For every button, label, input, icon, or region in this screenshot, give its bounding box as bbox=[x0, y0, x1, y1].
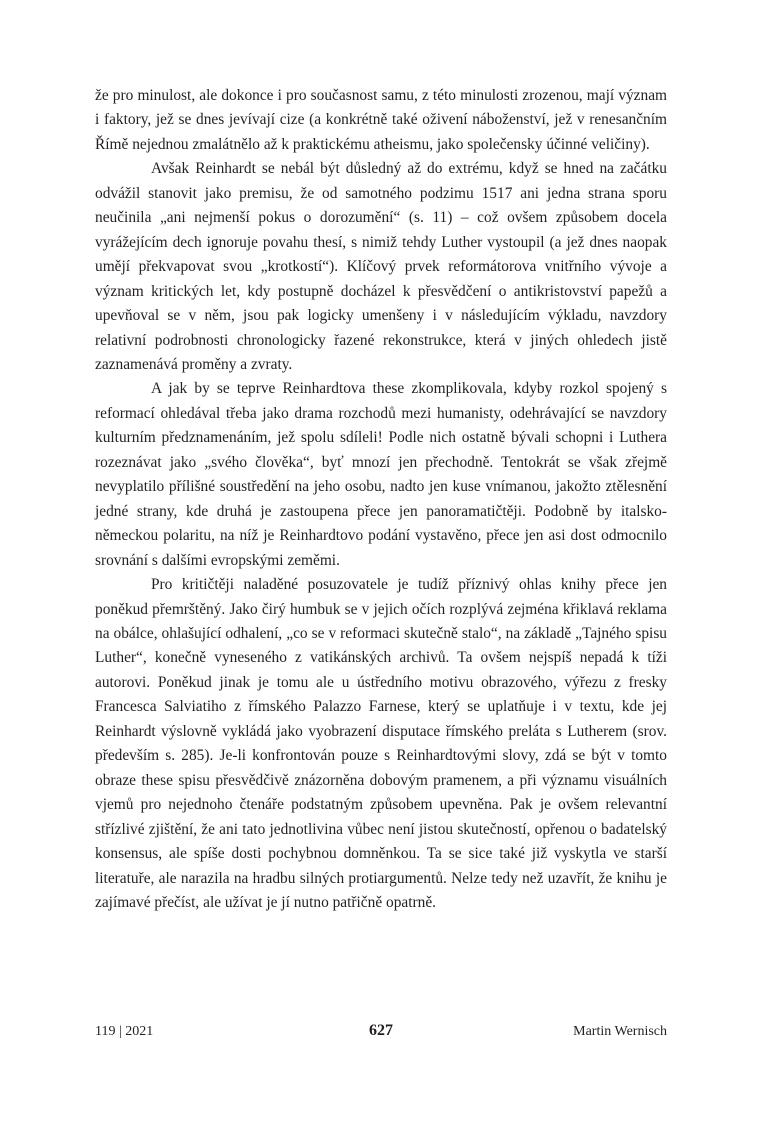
page-footer bbox=[95, 1024, 667, 1048]
page-number: 627 bbox=[369, 1022, 393, 1039]
review-body-text bbox=[95, 84, 667, 915]
paragraph-continuation: že pro minulost, ale dokonce i pro současnost samu, z této minulosti zrozenou, mají význam i faktory, jež se dnes jevívají cize (a konkrétně také oživení náboženství, jež v renesančním Římě nejednou zmalátnělo až k praktickému atheismu, jako společensky účinné veličiny). bbox=[95, 87, 667, 153]
issue-number: 119 | 2021 bbox=[95, 1024, 154, 1039]
author-name: Martin Wernisch bbox=[573, 1024, 667, 1039]
paragraph-reinhardt-premise: Avšak Reinhardt se nebál být důsledný až do extrému, když se hned na začátku odvážil stanovit jako premisu, že od samotného podzimu 1517 ani jedna strana sporu neučinila „ani nejmenší pokus o dorozumění“ (s. 11) – což ovšem způsobem docela vyrážejícím dech ignoruje povahu thesí, s nimiž tehdy Luther vystoupil (a jež dnes naopak umějí překvapovat svou „krotkostí“). Klíčový prvek reformátorova vnitřního vývoje a význam kritických let, kdy postupně docházel k přesvědčení o antikristovství papežů a upevňoval se v něm, jsou pak logicky umenšeny i v následujícím výkladu, navzdory relativní podrobnosti chronologicky řazené rekonstrukce, která v jiných ohledech jistě zaznamenává proměny a zvraty. bbox=[95, 160, 667, 373]
paragraph-critical-reception: Pro kritičtěji naladěné posuzovatele je tudíž příznivý ohlas knihy přece jen poněkud přemrštěný. Jako čirý humbuk se v jejich očích rozplývá zejména křiklavá reklama na obálce, ohlašující odhalení, „co se v reformaci skutečně stalo“, na základě „Tajného spisu Luther“, konečně vyneseného z vatikánských archivů. Ta ovšem nejspíš nepadá k tíži autorovi. Poněkud jinak je tomu ale u ústředního motivu obrazového, výřezu z fresky Francesca Salviatiho z římského Palazzo Farnese, který se uplatňuje i v textu, kde jej Reinhardt výslovně vykládá jako vyobrazení disputace římského preláta s Lutherem (srov. především s. 285). Je-li konfrontován pouze s Reinhardtovými slovy, zdá se být v tomto obraze these spisu přesvědčivě znázorněna dobovým pramenem, a při významu visuálních vjemů pro nejednoho čtenáře podstatným způsobem upevněna. Pak je ovšem relevantní střízlivé zjištění, že ani tato jednotlivina vůbec není jistou skutečností, opřenou o badatelský konsensus, ale spíše dosti pochybnou domněnkou. Ta se sice také již vyskytla ve starší literatuře, ale narazila na hradbu silných protiargumentů. Nelze tedy než uzavřít, že knihu je zajímavé přečíst, ale užívat je jí nutno patřičně opatrně. bbox=[95, 576, 667, 911]
paragraph-humanists: A jak by se teprve Reinhardtova these zkomplikovala, kdyby rozkol spojený s reformací ohledával třeba jako drama rozchodů mezi humanisty, odehrávající se navzdory kulturním předznamenáním, jež spolu sdíleli! Podle nich ostatně bývali schopni i Luthera rozeznávat jako „svého člověka“, byť mnozí jen přechodně. Tentokrát se však zřejmě nevyplatilo přílišné soustředění na jeho osobu, nadto jen kuse vnímanou, jakožto ztělesnění jedné strany, kde druhá je zastoupena přece jen panoramatičtěji. Podobně by italsko-německou polaritu, na níž je Reinhardtovo podání vystavěno, přece jen asi dost odmocnilo srovnání s dalšími evropskými zeměmi. bbox=[95, 380, 667, 569]
